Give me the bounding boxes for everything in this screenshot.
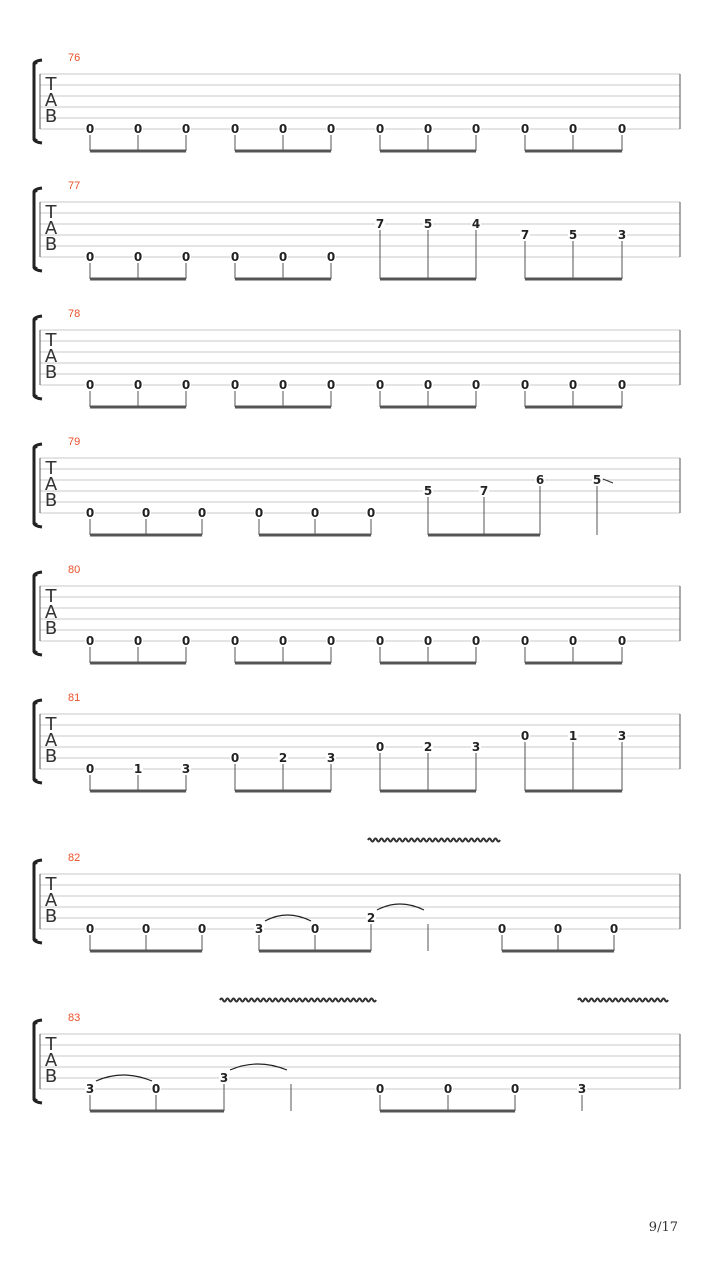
fret-number: 0	[133, 122, 143, 136]
tab-system	[34, 180, 680, 279]
fret-number: 0	[85, 634, 95, 648]
fret-number: 0	[133, 634, 143, 648]
fret-number: 0	[553, 922, 563, 936]
fret-number: 7	[375, 217, 385, 231]
tab-system	[34, 436, 680, 535]
tab-clef-letter: B	[44, 234, 58, 255]
fret-number: 0	[230, 378, 240, 392]
fret-number: 3	[617, 228, 627, 242]
fret-number: 0	[278, 250, 288, 264]
tab-clef-letter: T	[45, 458, 57, 479]
fret-number: 0	[197, 506, 207, 520]
tab-clef-letter: A	[44, 218, 58, 239]
fret-number: 0	[230, 122, 240, 136]
fret-number: 0	[471, 122, 481, 136]
fret-number: 0	[141, 506, 151, 520]
fret-number: 0	[375, 634, 385, 648]
fret-number: 0	[510, 1082, 520, 1096]
fret-number: 0	[375, 122, 385, 136]
fret-number: 0	[568, 378, 578, 392]
fret-number: 3	[181, 762, 191, 776]
tab-system	[34, 999, 680, 1112]
page-number: 9/17	[648, 1220, 678, 1235]
fret-number: 0	[197, 922, 207, 936]
fret-number: 0	[520, 378, 530, 392]
measure-number: 81	[68, 692, 81, 704]
fret-number: 0	[375, 740, 385, 754]
tab-clef-letter: T	[45, 330, 57, 351]
fret-number: 0	[230, 751, 240, 765]
fret-number: 0	[617, 378, 627, 392]
measure-number: 78	[68, 308, 81, 320]
fret-number: 3	[326, 751, 336, 765]
fret-number: 0	[520, 634, 530, 648]
system-bracket	[34, 1022, 37, 1101]
fret-number: 0	[230, 250, 240, 264]
fret-number: 0	[151, 1082, 161, 1096]
fret-number: 1	[133, 762, 143, 776]
fret-number: 0	[278, 378, 288, 392]
measure-number: 82	[68, 852, 81, 864]
fret-number: 0	[375, 378, 385, 392]
tab-clef-letter: T	[45, 202, 57, 223]
fret-number: 5	[592, 473, 602, 487]
fret-number: 0	[181, 122, 191, 136]
fret-number: 2	[366, 911, 376, 925]
fret-number: 0	[85, 378, 95, 392]
fret-number: 0	[326, 250, 336, 264]
fret-number: 0	[423, 378, 433, 392]
fret-number: 0	[326, 378, 336, 392]
fret-number: 0	[85, 122, 95, 136]
fret-number: 0	[568, 634, 578, 648]
system-bracket	[34, 574, 37, 653]
fret-number: 3	[219, 1071, 229, 1085]
fret-number: 0	[497, 922, 507, 936]
measure-number: 77	[68, 180, 81, 192]
vibrato-mark	[368, 839, 500, 842]
fret-number: 0	[141, 922, 151, 936]
fret-number: 0	[278, 634, 288, 648]
tab-system	[34, 564, 680, 663]
fret-number: 0	[423, 634, 433, 648]
fret-number: 0	[520, 122, 530, 136]
fret-number: 0	[85, 250, 95, 264]
fret-number: 0	[568, 122, 578, 136]
fret-number: 0	[520, 729, 530, 743]
tab-clef-letter: B	[44, 1066, 58, 1087]
fret-number: 0	[181, 250, 191, 264]
tab-clef-letter: A	[44, 1050, 58, 1071]
fret-number: 3	[85, 1082, 95, 1096]
fret-number: 3	[617, 729, 627, 743]
fret-number: 0	[254, 506, 264, 520]
measure-number: 79	[68, 436, 81, 448]
fret-number: 0	[375, 1082, 385, 1096]
tab-clef-letter: A	[44, 602, 58, 623]
measure-number: 80	[68, 564, 81, 576]
tab-clef-letter: T	[45, 874, 57, 895]
tab-clef-letter: T	[45, 586, 57, 607]
tab-clef-letter: A	[44, 730, 58, 751]
fret-number: 0	[326, 122, 336, 136]
fret-number: 3	[254, 922, 264, 936]
fret-number: 0	[366, 506, 376, 520]
fret-number: 0	[609, 922, 619, 936]
fret-number: 0	[443, 1082, 453, 1096]
tab-clef-letter: B	[44, 746, 58, 767]
system-bracket	[34, 862, 37, 941]
measure-number: 83	[68, 1012, 81, 1024]
vibrato-mark	[220, 999, 376, 1002]
fret-number: 2	[278, 751, 288, 765]
tab-clef-letter: A	[44, 474, 58, 495]
fret-number: 0	[471, 378, 481, 392]
fret-number: 5	[423, 217, 433, 231]
fret-number: 0	[85, 762, 95, 776]
fret-number: 4	[471, 217, 481, 231]
tab-clef-letter: B	[44, 490, 58, 511]
fret-number: 0	[310, 922, 320, 936]
fret-number: 3	[577, 1082, 587, 1096]
system-bracket	[34, 62, 37, 141]
tab-clef-letter: T	[45, 714, 57, 735]
fret-number: 6	[535, 473, 545, 487]
fret-number: 0	[133, 378, 143, 392]
fret-number: 5	[423, 484, 433, 498]
tab-clef-letter: B	[44, 106, 58, 127]
fret-number: 0	[423, 122, 433, 136]
fret-number: 0	[617, 634, 627, 648]
fret-number: 0	[617, 122, 627, 136]
fret-number: 2	[423, 740, 433, 754]
fret-number: 5	[568, 228, 578, 242]
system-bracket	[34, 318, 37, 397]
fret-number: 0	[278, 122, 288, 136]
tab-clef-letter: T	[45, 1034, 57, 1055]
tab-system	[34, 308, 680, 407]
fret-number: 3	[471, 740, 481, 754]
fret-number: 0	[85, 922, 95, 936]
tab-system	[34, 52, 680, 151]
tab-clef-letter: A	[44, 890, 58, 911]
fret-number: 1	[568, 729, 578, 743]
fret-number: 0	[471, 634, 481, 648]
fret-number: 0	[310, 506, 320, 520]
vibrato-mark	[578, 999, 668, 1002]
tab-clef-letter: A	[44, 90, 58, 111]
tab-clef-letter: T	[45, 74, 57, 95]
fret-number: 0	[181, 378, 191, 392]
system-bracket	[34, 446, 37, 525]
fret-number: 0	[230, 634, 240, 648]
fret-number: 0	[85, 506, 95, 520]
system-bracket	[34, 190, 37, 269]
tab-clef-letter: B	[44, 618, 58, 639]
tab-clef-letter: B	[44, 906, 58, 927]
fret-number: 0	[181, 634, 191, 648]
fret-number: 7	[479, 484, 489, 498]
tab-clef-letter: B	[44, 362, 58, 383]
tab-clef-letter: A	[44, 346, 58, 367]
tab-system	[34, 839, 680, 952]
system-bracket	[34, 702, 37, 781]
measure-number: 76	[68, 52, 81, 64]
fret-number: 0	[326, 634, 336, 648]
fret-number: 0	[133, 250, 143, 264]
fret-number: 7	[520, 228, 530, 242]
tab-system	[34, 692, 680, 791]
